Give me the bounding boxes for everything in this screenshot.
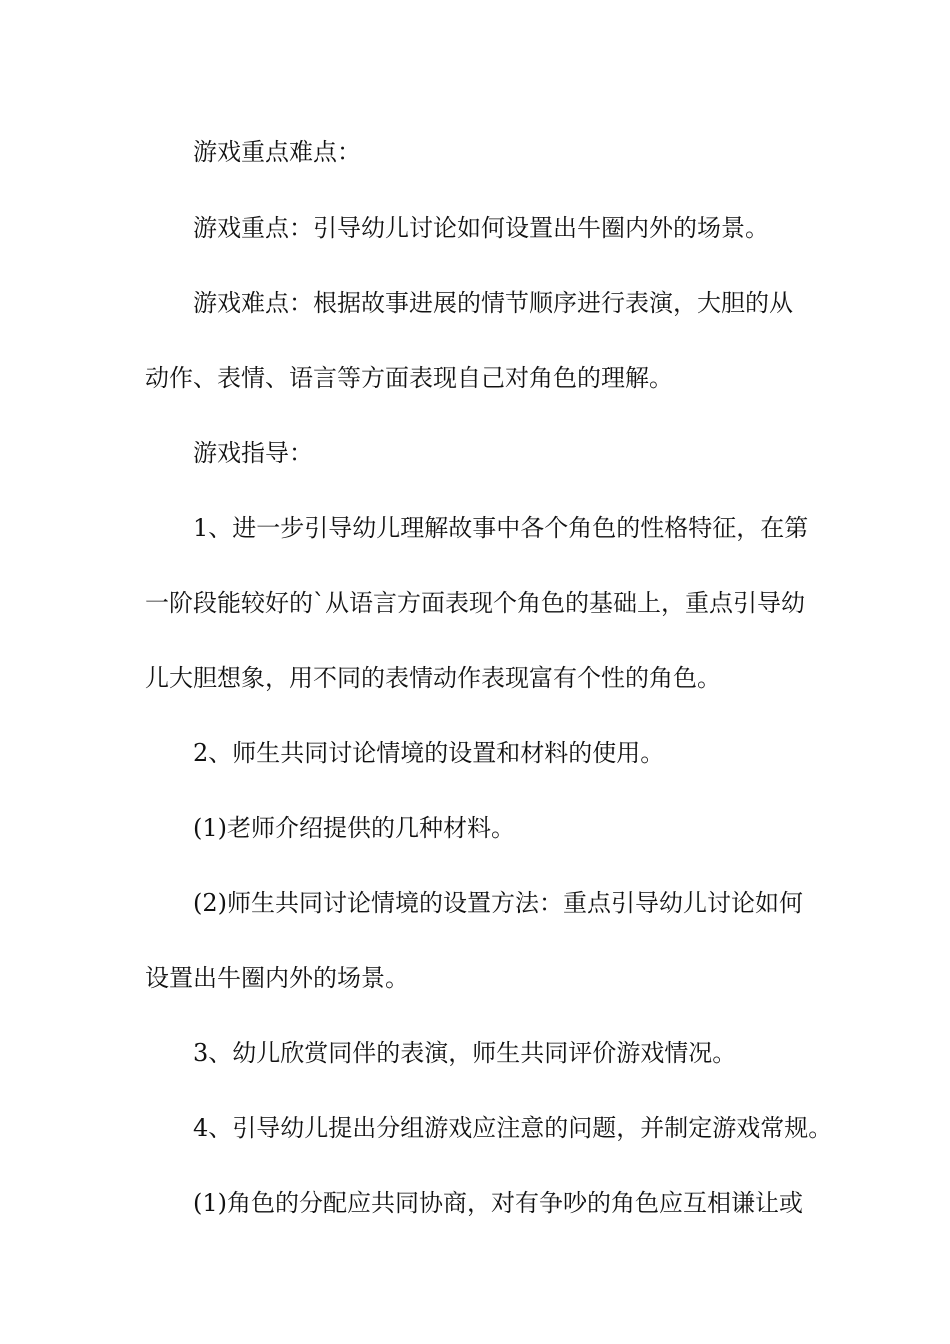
list-item-3: 3、幼儿欣赏同伴的表演，师生共同评价游戏情况。 <box>193 1039 737 1067</box>
sub-item-2-2-line1: (2)师生共同讨论情境的设置方法：重点引导幼儿讨论如何 <box>193 889 803 917</box>
list-item-2: 2、师生共同讨论情境的设置和材料的使用。 <box>193 739 665 767</box>
paragraph-difficult-point-line2: 动作、表情、语言等方面表现自己对角色的理解。 <box>145 364 673 392</box>
sub-item-2-1: (1)老师介绍提供的几种材料。 <box>193 814 515 842</box>
list-item-4: 4、引导幼儿提出分组游戏应注意的问题，并制定游戏常规。 <box>193 1114 833 1142</box>
sub-item-4-1-line1: (1)角色的分配应共同协商，对有争吵的角色应互相谦让或 <box>193 1189 803 1217</box>
list-item-1-line1: 1、进一步引导幼儿理解故事中各个角色的性格特征，在第 <box>193 514 809 542</box>
heading-key-difficult-points: 游戏重点难点： <box>193 138 361 166</box>
list-item-1-line2: 一阶段能较好的`从语言方面表现个角色的基础上，重点引导幼 <box>145 589 805 617</box>
heading-game-guidance: 游戏指导： <box>193 439 313 467</box>
paragraph-difficult-point-line1: 游戏难点：根据故事进展的情节顺序进行表演，大胆的从 <box>193 289 793 317</box>
sub-item-2-2-line2: 设置出牛圈内外的场景。 <box>145 964 409 992</box>
list-item-1-line3: 儿大胆想象，用不同的表情动作表现富有个性的角色。 <box>145 664 721 692</box>
paragraph-key-point: 游戏重点：引导幼儿讨论如何设置出牛圈内外的场景。 <box>193 214 769 242</box>
